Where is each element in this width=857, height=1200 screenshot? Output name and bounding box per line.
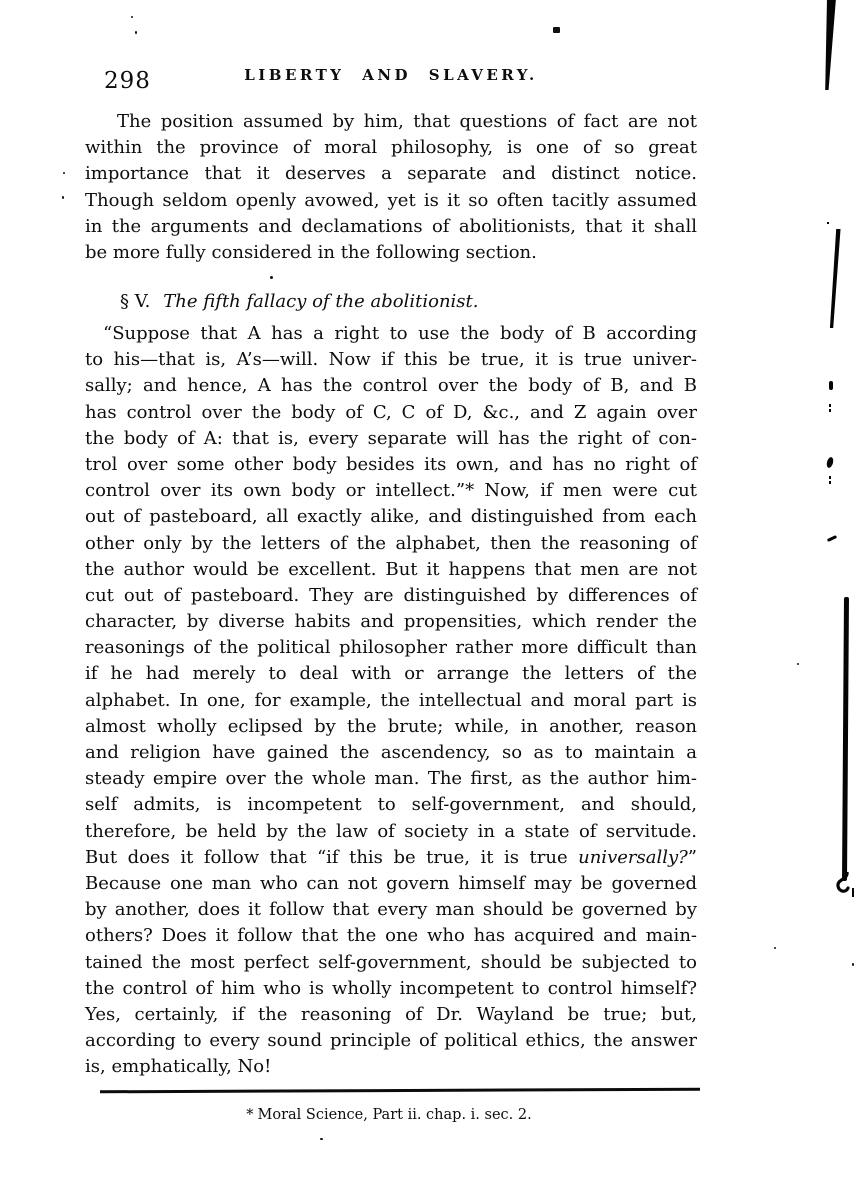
scan-artifact-hook bbox=[834, 872, 854, 898]
text-line: character, by diverse habits and propensities, which render the bbox=[85, 611, 697, 633]
scan-artifact-mark bbox=[829, 476, 831, 479]
text-line: “Suppose that A has a right to use the body of B according bbox=[103, 323, 697, 344]
text-line: the control of him who is wholly incompetent to control himself? bbox=[85, 977, 697, 999]
scan-artifact-top-stroke bbox=[824, 0, 836, 90]
text-line: steady empire over the whole man. The first, as the author him- bbox=[85, 768, 697, 790]
scan-artifact-mark bbox=[829, 404, 831, 407]
paper-speck bbox=[63, 172, 65, 174]
text-line: in the arguments and declamations of abolitionists, that it shall bbox=[85, 215, 697, 237]
scan-artifact-spine-line bbox=[842, 597, 848, 881]
scan-artifact-mark bbox=[829, 481, 831, 484]
section-heading bbox=[120, 289, 479, 315]
text-line: to his—that is, A’s—will. Now if this be true, it is true univer- bbox=[85, 349, 697, 371]
footnote-rule bbox=[100, 1088, 700, 1094]
text-line: The position assumed by him, that questions of fact are not bbox=[117, 111, 697, 132]
text-line: is, emphatically, No! bbox=[85, 1056, 272, 1078]
text-line: if he had merely to deal with or arrange the letters of the bbox=[85, 663, 697, 685]
text-line: out of pasteboard, all exactly alike, and distinguished from each bbox=[85, 506, 697, 528]
text-line: alphabet. In one, for example, the intellectual and moral part is bbox=[85, 689, 697, 711]
text-line: Yes, certainly, if the reasoning of Dr. Wayland be true; but, bbox=[85, 1003, 697, 1025]
section-title: The fifth fallacy of the abolitionist. bbox=[163, 291, 479, 312]
paragraph-2 bbox=[85, 321, 697, 1080]
text-line: by another, does it follow that every man should be governed by bbox=[85, 899, 697, 921]
scan-artifact-mark bbox=[827, 222, 829, 224]
text-line: therefore, be held by the law of society in a state of servitude. bbox=[85, 820, 697, 842]
paper-speck bbox=[131, 16, 133, 18]
text-line: the body of A: that is, every separate will has the right of con- bbox=[85, 427, 697, 449]
text-line: sally; and hence, A has the control over the body of B, and B bbox=[85, 375, 697, 397]
text-line: tained the most perfect self-government, should be subjected to bbox=[85, 951, 697, 973]
running-title: LIBERTY AND SLAVERY. bbox=[244, 66, 538, 84]
text-line: cut out of pasteboard. They are distinguished by differences of bbox=[85, 584, 697, 606]
paper-speck bbox=[852, 963, 854, 966]
text-line: within the province of moral philosophy, is one of so great bbox=[85, 137, 697, 159]
footnote bbox=[85, 1106, 697, 1124]
text-line: importance that it deserves a separate and distinct notice. bbox=[85, 163, 697, 185]
text-line: other only by the letters of the alphabet, then the reasoning of bbox=[85, 532, 697, 554]
text-line: trol over some other body besides its own, and has no right of bbox=[85, 453, 697, 475]
paper-speck bbox=[135, 31, 137, 34]
scan-artifact-mid-stroke bbox=[826, 229, 841, 328]
text-line: Because one man who can not govern himself may be governed bbox=[85, 872, 697, 894]
text-line: self admits, is incompetent to self-government, and should, bbox=[85, 794, 697, 816]
scan-artifact-mark bbox=[826, 456, 835, 468]
text-line: others? Does it follow that the one who has acquired and main- bbox=[85, 925, 697, 947]
footnote-text: Moral Science, Part ii. chap. i. sec. 2. bbox=[257, 1107, 532, 1123]
paper-speck bbox=[553, 27, 560, 33]
page-number: 298 bbox=[104, 68, 151, 94]
paper-speck bbox=[270, 276, 273, 279]
text-line: control over its own body or intellect.”* Now, if men were cut bbox=[85, 480, 697, 502]
paper-speck bbox=[320, 1138, 323, 1140]
text-line: reasonings of the political philosopher rather more difficult than bbox=[85, 637, 697, 659]
footnote-marker: * bbox=[246, 1107, 254, 1123]
text-line: be more fully considered in the following section. bbox=[85, 241, 537, 263]
text-line: and religion have gained the ascendency, so as to maintain a bbox=[85, 742, 697, 763]
section-number: § V. bbox=[120, 291, 151, 312]
paper-speck bbox=[797, 663, 799, 665]
scan-artifact-mark bbox=[829, 381, 833, 390]
text-line: has control over the body of C, C of D, &c., and Z again over bbox=[85, 401, 697, 423]
paper-speck bbox=[774, 947, 776, 949]
text-line: almost wholly eclipsed by the brute; while, in another, reason bbox=[85, 715, 697, 737]
text-line: according to every sound principle of political ethics, the answer bbox=[85, 1030, 697, 1052]
text-line: the author would be excellent. But it happens that men are not bbox=[85, 558, 697, 580]
paper-speck bbox=[62, 196, 64, 199]
paragraph-1 bbox=[85, 109, 697, 266]
text-line: Though seldom openly avowed, yet is it so often tacitly assumed bbox=[85, 189, 697, 211]
scan-artifact-mark bbox=[827, 535, 837, 542]
text-line: But does it follow that “if this be true, it is true universally?” bbox=[85, 846, 697, 868]
scan-artifact-mark bbox=[829, 409, 831, 412]
